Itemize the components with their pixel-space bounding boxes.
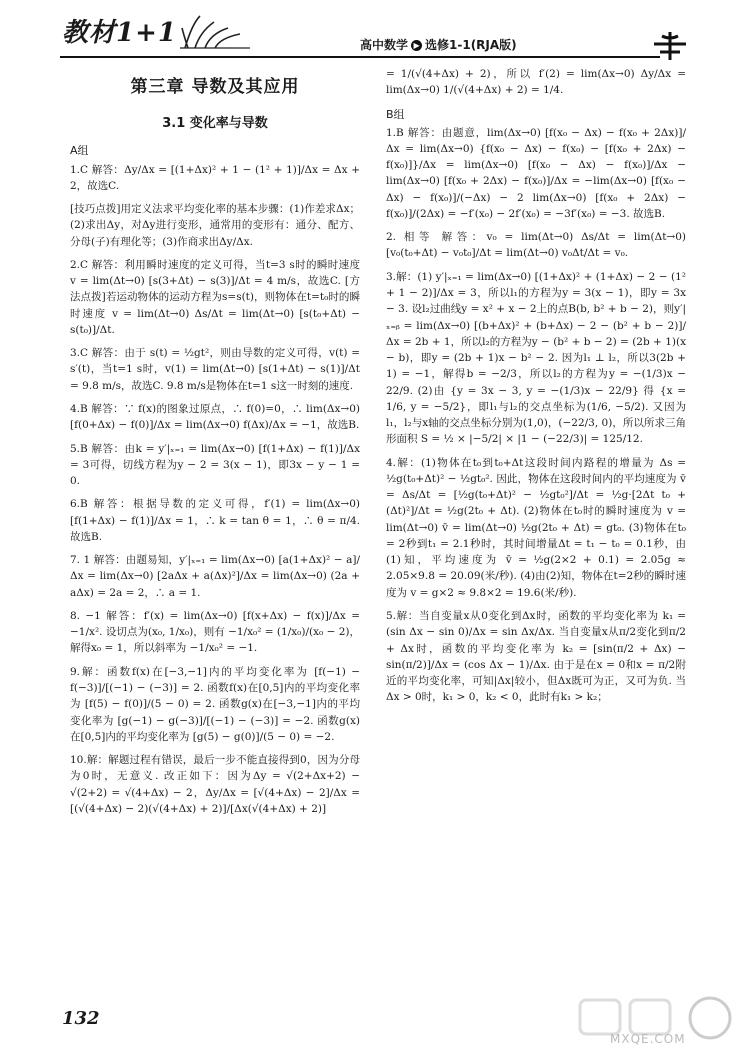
answer-item: 6.B 解答：根据导数的定义可得，f′(1) = lim(Δx→0) [f(1+Δx) − f(1)]/Δx = 1，∴ k = tan θ = 1，∴ θ = π/4. 故选B. [70, 498, 360, 543]
subject-label [360, 36, 517, 53]
watermark-text: MXQE.COM [610, 1032, 686, 1046]
page-number: 132 [62, 1008, 100, 1029]
grass-decoration-icon [180, 14, 250, 50]
group-a-heading: A组 [70, 144, 89, 158]
chapter-title: 第三章 导数及其应用 [130, 77, 300, 97]
answer-item: 1.C 解答：Δy/Δx = [(1+Δx)² + 1 − (1² + 1)]/Δx = Δx + 2，故选C. [70, 163, 360, 192]
answer-item: = 1/(√(4+Δx) + 2)，所以 f′(2) = lim(Δx→0) Δy/Δx = lim(Δx→0) 1/(√(4+Δx) + 2) = 1/4. [386, 68, 686, 97]
answer-item: [技巧点拨]用定义法求平均变化率的基本步骤：(1)作差求Δx；(2)求出Δy，对Δy进行变形，通常用的变形有：通分、配方、分母(子)有理化等；(3)作商求出Δy/Δx. [70, 203, 360, 248]
answer-item: 5.解：当自变量x从0变化到Δx时，函数的平均变化率为 k₁ = (sin Δx − sin 0)/Δx = sin Δx/Δx. 当自变量x从π/2变化到π/2 + Δx时，函数的平均变化率为 k₂ = [sin(π/2 + Δx) − sin(π/2)]/Δx = (cos Δx − 1)/Δx. 由于是在x = 0和x = π/2附近的平均变化率，可知|Δx|较小，但Δx既可为正，又可为负. 当Δx > 0时，k₁ > 0，k₂ < 0，此时有k₁ > k₂； [386, 610, 686, 704]
section-title: 3.1 变化率与导数 [162, 116, 268, 132]
answer-item: 10.解：解题过程有错误，最后一步不能直接得到0，因为分母为0时，无意义. 改正如下：因为Δy = √(2+Δx+2) − √(2+2) = √(4+Δx) − 2，Δy/Δx = [√(4+Δx) − 2]/Δx = [(√(4+Δx) − 2)(√(4+Δx) + 2)]/[Δx(√(4+Δx) + 2)] [70, 754, 360, 815]
answer-item: 8. −1 解答：f′(x) = lim(Δx→0) [f(x+Δx) − f(x)]/Δx = −1/x². 设切点为(x₀, 1/x₀)，则有 −1/x₀² = (1/x₀)/(x₀ − 2)，解得x₀ = 1，所以斜率为 −1/x₀² = −1. [70, 609, 360, 655]
answer-item: 2. 相等 解答：v₀ = lim(Δt→0) Δs/Δt = lim(Δt→0) [v₀(t₀+Δt) − v₀t₀]/Δt = lim(Δt→0) v₀Δt/Δt = v₀. [386, 231, 686, 260]
page-header [0, 0, 750, 62]
answer-item: 2.C 解答：利用瞬时速度的定义可得，当t=3 s时的瞬时速度 v = lim(Δt→0) [s(3+Δt) − s(3)]/Δt = 4 m/s，故选C. [方法点拨]若运动物体的运动方程为s=s(t)，则物体在t=t₀时的瞬时速度 v = lim(Δt→0) Δs/Δt = lim(Δt→0) [s(t₀+Δt) − s(t₀)]/Δt. [70, 258, 360, 336]
subject-name: 高中数学 [360, 38, 409, 52]
answer-item: 1.B 解答：由题意，lim(Δx→0) [f(x₀ − Δx) − f(x₀ + 2Δx)]/Δx = lim(Δx→0) {f(x₀ − Δx) − f(x₀) − [f(x₀ + 2Δx) − f(x₀)]}/Δx = lim(Δx→0) [f(x₀ − Δx) − f(x₀)]/Δx − lim(Δx→0) [f(x₀ + 2Δx) − f(x₀)]/Δx = −lim(Δx→0) [f(x₀ − Δx) − f(x₀)]/(−Δx) − 2 lim(Δx→0) [f(x₀ + 2Δx) − f(x₀)]/(2Δx) = −f′(x₀) − 2f′(x₀) = −3f′(x₀) = −3. 故选B. [386, 126, 686, 220]
group-b-heading: B组 [386, 107, 405, 121]
header-rule [60, 56, 660, 58]
answer-item: 7. 1 解答：由题易知，y′|ₓ₌₁ = lim(Δx→0) [a(1+Δx)² − a]/Δx = lim(Δx→0) [2aΔx + a(Δx)²]/Δx = lim(Δx→0) (2a + aΔx) = 2a = 2，∴ a = 1. [70, 554, 360, 599]
answer-item: 5.B 解答：由k = y′|ₓ₌₁ = lim(Δx→0) [f(1+Δx) − f(1)]/Δx = 3可得，切线方程为y − 2 = 3(x − 1)，即3x − y − 1 = 0. [70, 442, 360, 488]
answer-item: 4.B 解答：∵ f(x)的图象过原点，∴ f(0)=0，∴ lim(Δx→0) [f(0+Δx) − f(0)]/Δx = lim(Δx→0) f(Δx)/Δx = −1，故选B. [70, 402, 360, 432]
answer-item: 9.解：函数f(x)在[−3,−1]内的平均变化率为 [f(−1) − f(−3)]/[(−1) − (−3)] = 2. 函数f(x)在[0,5]内的平均变化率为 [f(5) − f(0)]/(5 − 0) = 2. 函数g(x)在[−3,−1]内的平均变化率为 [g(−1) − g(−3)]/[(−1) − (−3)] = −2. 函数g(x)在[0,5]内的平均变化率为 [g(5) − g(0)]/(5 − 0) = −2. [70, 665, 360, 743]
play-arrow-icon: ▶ [411, 40, 422, 51]
answer-item: 3.解：(1) y′|ₓ₌₁ = lim(Δx→0) [(1+Δx)² + (1+Δx) − 2 − (1² + 1 − 2)]/Δx = 3，所以l₁的方程为y = 3(x − 1)，即y = 3x − 3. 设l₂过曲线y = x² + x − 2上的点B(b, b² + b − 2)，则y′|ₓ₌ᵦ = lim(Δx→0) [(b+Δx)² + (b+Δx) − 2 − (b² + b − 2)]/Δx = 2b + 1，所以l₂的方程为y − (b² + b − 2) = (2b + 1)(x − b)，即y = (2b + 1)x − b² − 2. 因为l₁ ⊥ l₂，所以3(2b + 1) = −1，解得b = −2/3，所以l₂的方程为y = −(1/3)x − 22/9. (2)由 {y = 3x − 3, y = −(1/3)x − 22/9} 得 {x = 1/6, y = −5/2}，即l₁与l₂的交点坐标为(1/6, −5/2). 又因为l₁，l₂与x轴的交点坐标分别为(1,0)，(−22/3, 0)，所以所求三角形面积 S = ½ × |−5/2| × |1 − (−22/3)| = 125/12. [386, 270, 686, 446]
answer-item: 4.解：(1)物体在t₀到t₀+Δt这段时间内路程的增量为 Δs = ½g(t₀+Δt)² − ½gt₀². 因此，物体在这段时间内的平均速度为 v̄ = Δs/Δt = [½g(t₀+Δt)² − ½gt₀²]/Δt = ½g·[2Δt t₀ + (Δt)²]/Δt = ½g(2t₀ + Δt). (2)物体在t₀时的瞬时速度为 v = lim(Δt→0) v̄ = lim(Δt→0) ½g(2t₀ + Δt) = gt₀. (3)物体在t₀ = 2秒到t₁ = 2.1秒时，其时间增量Δt = t₁ − t₀ = 0.1秒，由(1)知，平均速度为 v̄ = ½g(2×2 + 0.1) = 2.05g ≈ 2.05×9.8 = 20.09(米/秒). (4)由(2)知，物体在t=2秒的瞬时速度为 v = g×2 ≈ 9.8×2 = 19.6(米/秒). [386, 456, 686, 599]
answer-item: 3.C 解答：由于 s(t) = ½gt²，则由导数的定义可得，v(t) = s′(t)，当t=1 s时，v(1) = lim(Δt→0) [s(1+Δt) − s(1)]/Δt = 9.8 m/s，故选C. 9.8 m/s是物体在t=1 s这一时刻的速度. [70, 347, 360, 392]
edition-name: 选修1-1(RJA版) [425, 38, 517, 52]
left-column [70, 66, 360, 824]
book-logo: 教材1+1 [62, 18, 177, 48]
right-column [386, 66, 686, 713]
